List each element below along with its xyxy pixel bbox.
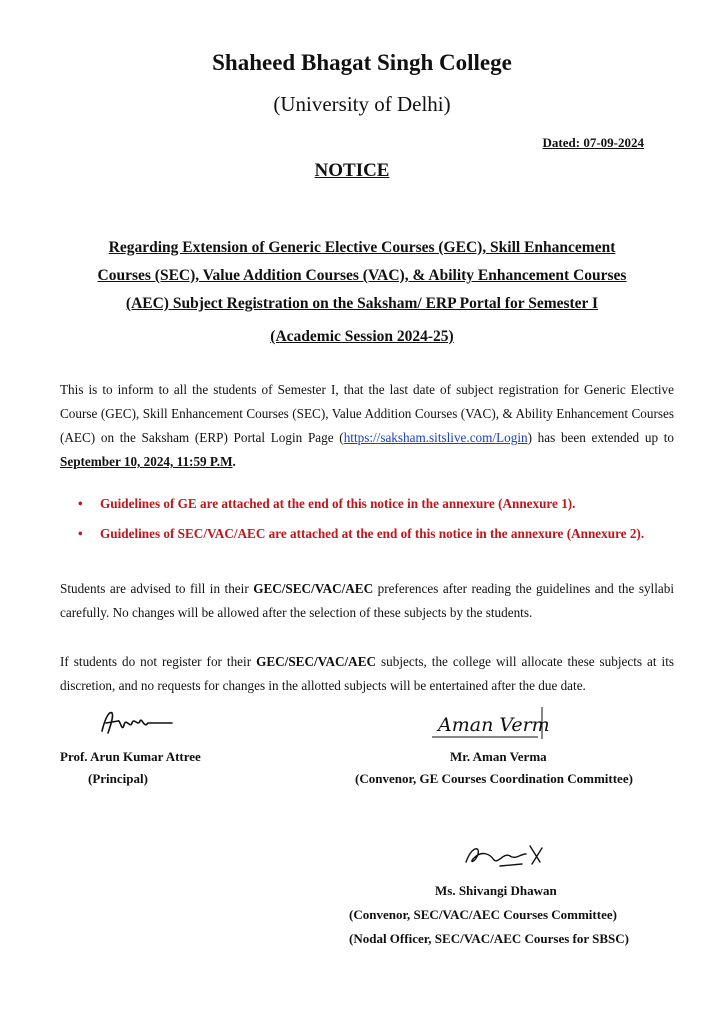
guideline-item bbox=[78, 522, 714, 546]
ge-convenor-role: (Convenor, GE Courses Coordination Committee) bbox=[355, 771, 633, 786]
guideline-text: Guidelines of GE are attached at the end of this notice in the annexure (Annexure 1). bbox=[100, 496, 576, 511]
principal-signature bbox=[98, 707, 178, 737]
university-name: (University of Delhi) bbox=[273, 92, 451, 116]
ge-convenor-signature bbox=[430, 703, 550, 743]
subject-line-1: Regarding Extension of Generic Elective Courses (GEC), Skill Enhancement bbox=[108, 239, 616, 256]
sec-convenor-signature bbox=[460, 840, 560, 872]
academic-session: (Academic Session 2024-25) bbox=[270, 328, 454, 345]
principal-name: Prof. Arun Kumar Attree bbox=[60, 749, 201, 764]
sec-convenor-name: Ms. Shivangi Dhawan bbox=[435, 883, 557, 898]
allocation-text-end: subjects, the college will allocate these subjects at its discretion, and no requests for changes in the allotted subjects will be entertained after the due date. bbox=[60, 654, 675, 693]
guideline-text: Guidelines of SEC/VAC/AEC are attached at the end of this notice in the annexure (Annexure 2). bbox=[100, 526, 645, 541]
intro-text-mid: ) has been extended up to bbox=[527, 430, 674, 445]
principal-role: (Principal) bbox=[88, 771, 148, 786]
subject-line-3: (AEC) Subject Registration on the Saksham/ ERP Portal for Semester I bbox=[125, 295, 599, 312]
deadline-text: September 10, 2024, 11:59 P.M bbox=[60, 454, 233, 469]
ge-convenor-name: Mr. Aman Verma bbox=[450, 749, 547, 764]
ge-convenor-signature-text: Aman Verm bbox=[438, 714, 550, 736]
saksham-login-link[interactable]: https://saksham.sitslive.com/Login bbox=[343, 430, 528, 445]
allocation-courses: GEC/SEC/VAC/AEC bbox=[256, 654, 377, 669]
allocation-text: If students do not register for their bbox=[60, 654, 257, 669]
bullet-icon: • bbox=[78, 496, 83, 511]
sec-convenor-role: (Convenor, SEC/VAC/AEC Courses Committee) bbox=[349, 907, 617, 922]
advice-text: Students are advised to fill in their bbox=[60, 581, 254, 596]
intro-paragraph bbox=[60, 378, 674, 474]
subject-line-2: Courses (SEC), Value Addition Courses (VAC), & Ability Enhancement Courses bbox=[97, 267, 627, 284]
notice-heading: NOTICE bbox=[314, 160, 390, 181]
advice-paragraph bbox=[60, 577, 674, 625]
intro-text-end: . bbox=[232, 454, 236, 469]
advice-courses: GEC/SEC/VAC/AEC bbox=[253, 581, 374, 596]
bullet-icon: • bbox=[78, 526, 83, 541]
college-name: Shaheed Bhagat Singh College bbox=[212, 50, 512, 75]
notice-date: Dated: 07-09-2024 bbox=[542, 135, 644, 150]
allocation-paragraph bbox=[60, 650, 674, 698]
advice-text-end: preferences after reading the guidelines and the syllabi carefully. No changes will be allowed after the selection of these subjects by the students. bbox=[60, 581, 674, 620]
sec-nodal-role: (Nodal Officer, SEC/VAC/AEC Courses for SBSC) bbox=[349, 931, 629, 946]
subject-heading bbox=[60, 234, 664, 318]
guidelines-list bbox=[60, 492, 714, 552]
guideline-item bbox=[78, 492, 714, 516]
intro-text: This is to inform to all the students of Semester I, that the last date of subject registration for Generic Elective Course (GEC), Skill Enhancement Courses (SEC), Value Addition Courses (VAC), & Ability Enhancement Courses (AEC) on the Saksham (ERP) Portal Login Page ( bbox=[60, 382, 674, 445]
